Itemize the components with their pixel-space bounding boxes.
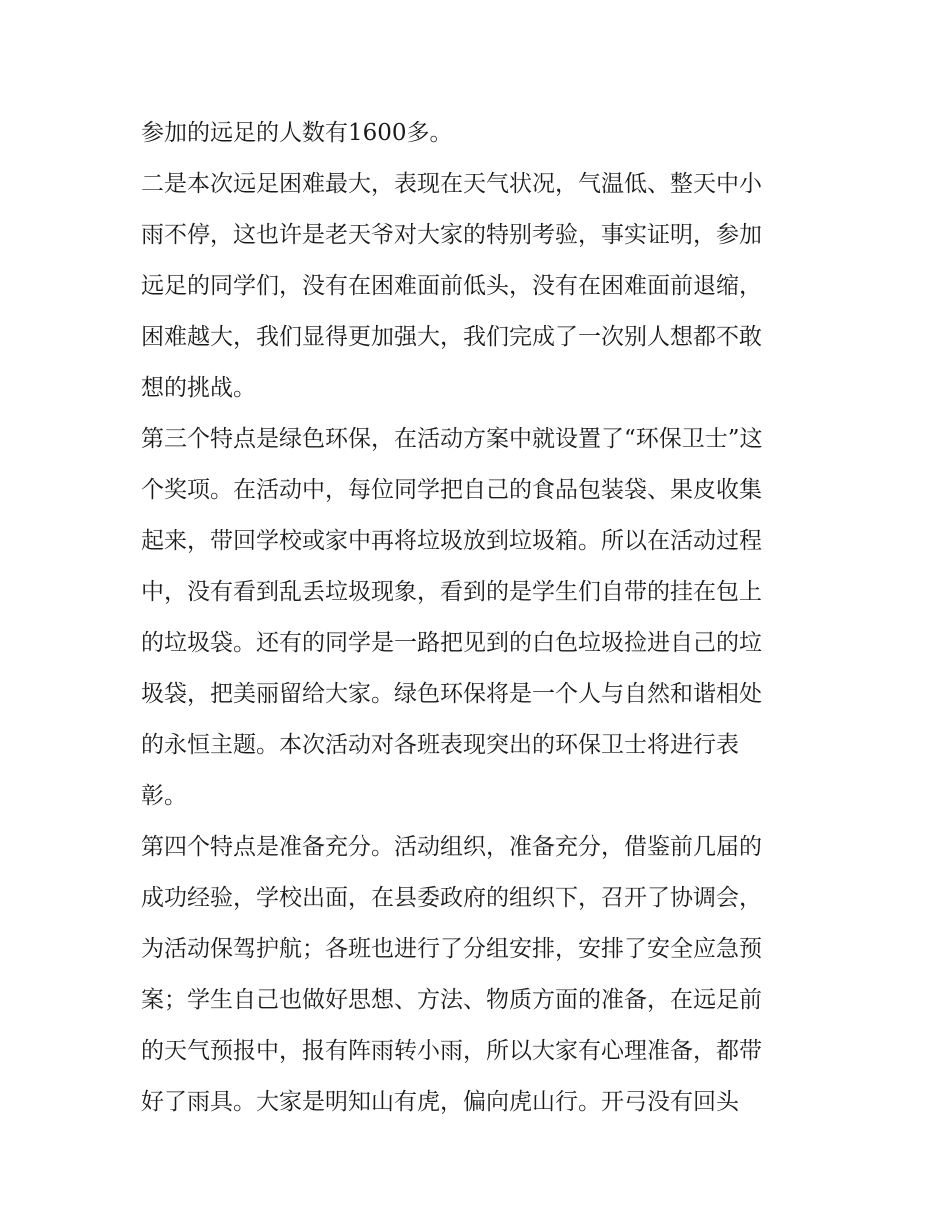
text-line: 参加的远足的人数有1600多。 — [141, 120, 453, 146]
text-line: 的垃圾袋。还有的同学是一路把见到的白色垃圾捡进自己的垃 — [141, 630, 762, 656]
paragraph-3 — [141, 414, 813, 822]
text-line: 为活动保驾护航；各班也进行了分组安排，安排了安全应急预 — [141, 936, 762, 962]
text-line: 第四个特点是准备充分。活动组织，准备充分，借鉴前几届的 — [141, 834, 762, 860]
text-line: 困难越大，我们显得更加强大，我们完成了一次别人想都不敢 — [141, 324, 762, 350]
text-line: 彰。 — [141, 783, 187, 809]
paragraph-2 — [141, 159, 813, 414]
text-line: 雨不停，这也许是老天爷对大家的特别考验，事实证明，参加 — [141, 222, 762, 248]
text-line: 远足的同学们，没有在困难面前低头，没有在困难面前退缩， — [141, 273, 762, 299]
text-line: 案；学生自己也做好思想、方法、物质方面的准备，在远足前 — [141, 987, 762, 1013]
text-line: 成功经验，学校出面，在县委政府的组织下，召开了协调会， — [141, 885, 762, 911]
text-line: 圾袋，把美丽留给大家。绿色环保将是一个人与自然和谐相处 — [141, 681, 762, 707]
text-line: 想的挑战。 — [141, 375, 256, 401]
paragraph-4 — [141, 822, 813, 1128]
body-text — [141, 108, 813, 1128]
paragraph-1 — [141, 108, 813, 159]
text-line: 个奖项。在活动中，每位同学把自己的食品包装袋、果皮收集 — [141, 477, 762, 503]
text-line: 中，没有看到乱丢垃圾现象，看到的是学生们自带的挂在包上 — [141, 579, 762, 605]
text-line: 二是本次远足困难最大，表现在天气状况，气温低、整天中小 — [141, 171, 762, 197]
text-line: 的天气预报中，报有阵雨转小雨，所以大家有心理准备，都带 — [141, 1038, 762, 1064]
text-line: 第三个特点是绿色环保，在活动方案中就设置了“环保卫士”这 — [141, 426, 763, 452]
text-line: 的永恒主题。本次活动对各班表现突出的环保卫士将进行表 — [141, 732, 739, 758]
text-line: 好了雨具。大家是明知山有虎，偏向虎山行。开弓没有回头 — [141, 1089, 739, 1115]
text-line: 起来，带回学校或家中再将垃圾放到垃圾箱。所以在活动过程 — [141, 528, 762, 554]
